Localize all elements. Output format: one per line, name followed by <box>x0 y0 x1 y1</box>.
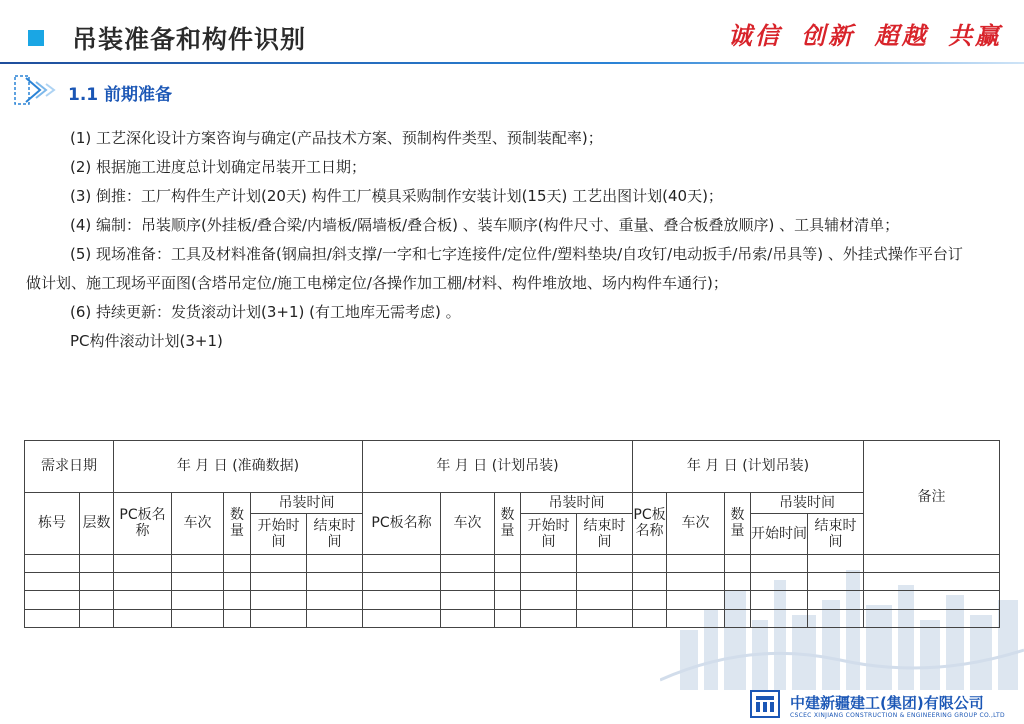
header-bullet <box>28 30 44 46</box>
date-group-3: 年 月 日 (计划吊装) <box>633 441 864 493</box>
end-time-header-2: 结束时间 <box>577 514 633 555</box>
demand-date-header: 需求日期 <box>25 441 114 493</box>
floor-header: 层数 <box>80 492 114 554</box>
company-name-en: CSCEC XINJIANG CONSTRUCTION & ENGINEERING GROUP CO.,LTD <box>790 712 1005 719</box>
body-text <box>26 124 976 356</box>
paragraph-5: (5) 现场准备：工具及材料准备(钢扁担/斜支撑/一字和七字连接件/定位件/塑料垫块/自攻钉/电动扳手/吊索/吊具等) 、外挂式操作平台订做计划、施工现场平面图(含塔吊定位/施工电梯定位/各操作加工棚/材料、构件堆放地、场内构件车通行)； <box>26 245 963 292</box>
section-title: 1.1 前期准备 <box>68 85 173 105</box>
remarks-header: 备注 <box>864 441 1000 555</box>
arrow-chevron-icon <box>14 74 60 106</box>
paragraph-1: (1) 工艺深化设计方案咨询与确定(产品技术方案、预制构件类型、预制装配率)； <box>70 129 603 147</box>
paragraph-7: PC构件滚动计划(3+1) <box>70 332 223 350</box>
pc-rolling-plan-table <box>24 440 1000 628</box>
quantity-header-1: 数量 <box>224 492 251 554</box>
trip-header-2: 车次 <box>441 492 495 554</box>
date-group-1: 年 月 日 (准确数据) <box>114 441 363 493</box>
paragraph-3: (3) 倒推：工厂构件生产计划(20天) 构件工厂模具采购制作安装计划(15天) 工艺出图计划(40天)； <box>70 187 723 205</box>
building-header: 栋号 <box>25 492 80 554</box>
table-row <box>25 609 1000 627</box>
paragraph-2: (2) 根据施工进度总计划确定吊装开工日期； <box>70 158 367 176</box>
company-logo-icon <box>750 690 780 718</box>
hoist-time-header-3: 吊装时间 <box>751 492 864 513</box>
quantity-header-2: 数量 <box>495 492 521 554</box>
pc-name-header-2: PC板名称 <box>363 492 441 554</box>
slogan: 诚信 创新 超越 共赢 <box>727 21 1002 50</box>
trip-header-3: 车次 <box>667 492 725 554</box>
end-time-header-1: 结束时间 <box>307 514 363 555</box>
table-row <box>25 573 1000 591</box>
paragraph-6: (6) 持续更新：发货滚动计划(3+1) (有工地库无需考虑) 。 <box>70 303 461 321</box>
page-title: 吊装准备和构件识别 <box>72 25 307 54</box>
start-time-header-1: 开始时间 <box>251 514 307 555</box>
header-divider <box>0 62 1024 64</box>
trip-header-1: 车次 <box>172 492 224 554</box>
company-name: 中建新疆建工(集团)有限公司 <box>790 694 984 712</box>
paragraph-4: (4) 编制：吊装顺序(外挂板/叠合梁/内墙板/隔墙板/叠合板) 、装车顺序(构件尺寸、重量、叠合板叠放顺序) 、工具辅材清单； <box>70 216 900 234</box>
pc-name-header-1: PC板名称 <box>114 492 172 554</box>
date-group-2: 年 月 日 (计划吊装) <box>363 441 633 493</box>
start-time-header-3: 开始时间 <box>751 514 808 555</box>
quantity-header-3: 数量 <box>725 492 751 554</box>
hoist-time-header-1: 吊装时间 <box>251 492 363 513</box>
table-row <box>25 554 1000 572</box>
end-time-header-3: 结束时间 <box>808 514 864 555</box>
table-row <box>25 591 1000 609</box>
pc-name-header-3: PC板名称 <box>633 492 667 554</box>
hoist-time-header-2: 吊装时间 <box>521 492 633 513</box>
start-time-header-2: 开始时间 <box>521 514 577 555</box>
